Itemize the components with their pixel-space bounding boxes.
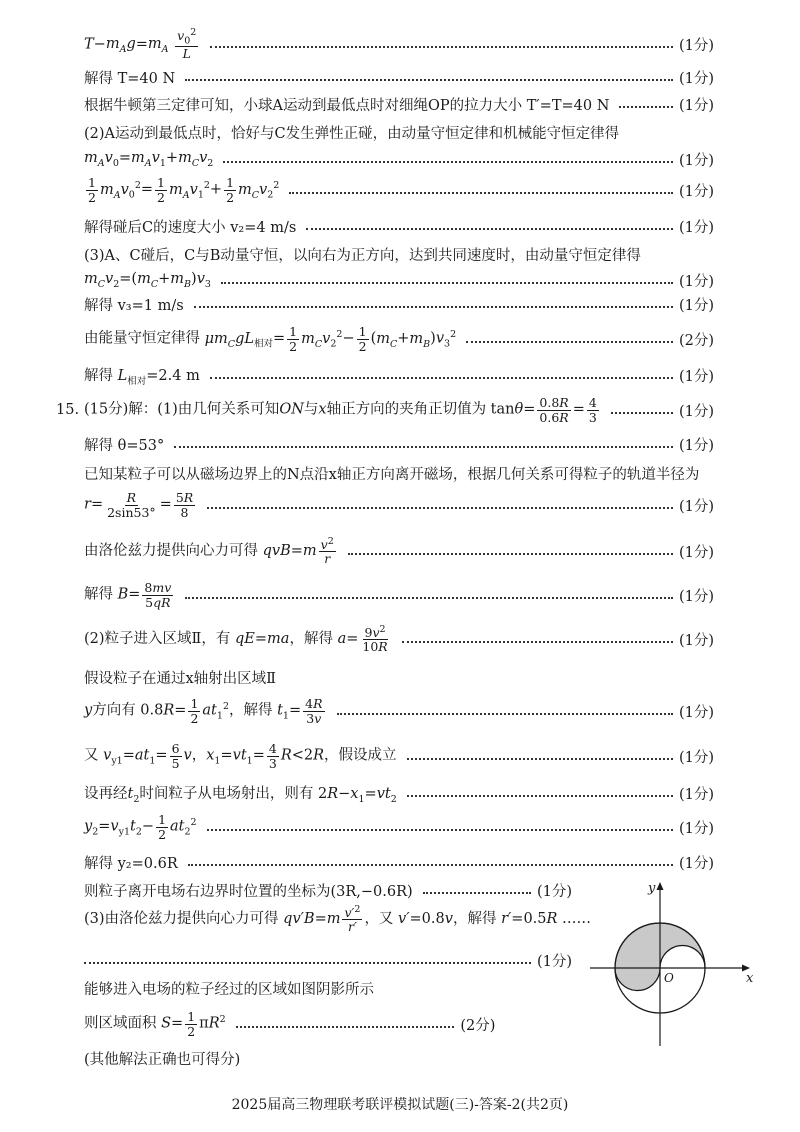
equation-text: $y_2=v_{y1}t_2-$ $\frac{1}{2}$ $at_2^2$ [84, 812, 197, 842]
equation-line-18 [84, 581, 714, 609]
equation-text: r= $\frac{R}{2\sin 53^\circ}$ = $\frac{5R}{8}$ [84, 490, 194, 520]
equation-line-22 [84, 742, 714, 770]
x-axis-label: x [746, 971, 754, 986]
score: (2分) [678, 332, 714, 349]
answer-line-25 [84, 848, 714, 876]
answer-text: 则粒子离开电场右边界时位置的坐标为(3R,−0.6R) [84, 883, 413, 900]
equation-text: 又 $v_{y1}=at_1=$ $\frac{6}{5}$ v，$x_1=vt_1=$ $\frac{4}{3}$ R<2R，假设成立 [84, 741, 397, 771]
equation-text: $m_Av_0=m_Av_1+m_Cv_2$ [84, 149, 214, 169]
question-number: 15. [56, 402, 80, 418]
answer-line-2 [84, 63, 714, 91]
score: (1分) [536, 883, 572, 900]
score: (1分) [678, 368, 714, 385]
score: (1分) [678, 820, 714, 837]
equation-line-23 [84, 779, 714, 807]
score: (1分) [536, 953, 572, 970]
equation-line-27: (3)由洛伦兹力提供向心力可得 qv′B=m $\frac{v'^2}{r'}$ ，又 v′=0.8v，解得 r′=0.5R …… [84, 904, 592, 935]
paragraph-part-2: (2)A运动到最低点时，恰好与C发生弹性正碰，由动量守恒定律和机械能守恒定律得 [84, 126, 620, 142]
paragraph-shaded-region: 能够进入电场的粒子经过的区域如图阴影所示 [84, 982, 374, 998]
score: (1分) [678, 437, 714, 454]
answer-text: 解得 y₂=0.6R [84, 855, 178, 872]
score: (1分) [678, 786, 714, 803]
equation-line-5 [84, 145, 714, 173]
score: (1分) [678, 403, 714, 420]
y-axis-arrow [657, 882, 664, 890]
score: (1分) [678, 498, 714, 515]
score: (1分) [678, 273, 714, 290]
equation-text: y方向有 0.8R= $\frac{1}{2}$ $at_1^2$，解得 $t_1=$ $\frac{4R}{3v}$ [84, 696, 323, 726]
answer-text: 解得 θ=53° [84, 437, 165, 454]
score: (2分) [460, 1017, 496, 1034]
answer-line-12 [84, 361, 714, 389]
equation-text: 由洛伦兹力提供向心力可得 qvB=m $\frac{v^2}{r}$ [84, 535, 334, 567]
y-axis-label: y [648, 881, 656, 896]
answer-text: 解得碰后C的速度大小 v₂=4 m/s [84, 219, 297, 236]
answer-text: 根据牛顿第三定律可知，小球A运动到最低点时对细绳OP的拉力大小 T′=T=40 N [84, 97, 610, 114]
answer-line-7 [84, 212, 714, 240]
equation-line-1 [84, 26, 714, 62]
answer-line-3 [84, 90, 714, 118]
page-footer: 2025届高三物理联考联评模拟试题(三)-答案-2(共2页) [231, 1097, 569, 1113]
answer-line-26 [84, 876, 572, 904]
score: (1分) [678, 37, 714, 54]
score: (1分) [678, 749, 714, 766]
origin-label: O [664, 971, 674, 985]
score: (1分) [678, 183, 714, 200]
equation-text: 设再经$t_2$时间粒子从电场射出，则有 $2R-x_1=vt_2$ [84, 785, 397, 805]
equation-line-17 [84, 537, 714, 565]
equation-line-19 [84, 625, 714, 653]
answer-line-10 [84, 290, 714, 318]
equation-text: 解得 B= $\frac{8mv}{5qR}$ [84, 580, 172, 610]
answer-text: 解得 v₃=1 m/s [84, 297, 184, 314]
score: (1分) [678, 219, 714, 236]
answer-line-27-cont [84, 946, 572, 974]
score: (1分) [678, 70, 714, 87]
answer-line-14 [84, 430, 714, 458]
equation-line-11 [84, 325, 714, 353]
answer-text: 解得 T=40 N [84, 70, 176, 87]
equation-text: (2)粒子进入区域Ⅱ，有 qE=ma，解得 a= $\frac{9v^2}{10R}$ [84, 623, 388, 655]
equation-text: 则区域面积 S= $\frac{1}{2}$ $\pi R^2$ [84, 1009, 226, 1039]
equation-line-6 [84, 176, 714, 204]
shaded-region-figure [590, 876, 760, 1052]
note-other-methods: (其他解法正确也可得分) [84, 1052, 241, 1068]
score: (1分) [678, 855, 714, 872]
equation-line-13 [84, 396, 714, 424]
equation-line-24 [84, 813, 714, 841]
score: (1分) [678, 588, 714, 605]
equation-line-16 [84, 491, 714, 519]
paragraph-radius: 已知某粒子可以从磁场边界上的N点沿x轴正方向离开磁场，根据几何关系可得粒子的轨道半径为 [84, 467, 700, 483]
paragraph-assumption: 假设粒子在通过x轴射出区域Ⅱ [84, 671, 277, 687]
score: (1分) [678, 704, 714, 721]
equation-text: 由能量守恒定律得 $\mu m_CgL_{相对}=$ $\frac{1}{2}$ $m_Cv_2^2-$ $\frac{1}{2}$ $(m_C+m_B)v_3^2$ [84, 324, 457, 354]
score: (1分) [678, 544, 714, 561]
paragraph-part-3: (3)A、C碰后，C与B动量守恒，以向右为正方向，达到共同速度时，由动量守恒定律得 [84, 248, 641, 264]
equation-line-21 [84, 697, 714, 725]
equation-text: $T-m_Ag=m_A$ $\frac{v_0^2}{L}$ [84, 26, 197, 62]
equation-text: (15分)解：(1)由几何关系可知ON与x轴正方向的夹角正切值为 tanθ= $\frac{0.8R}{0.6R}$ = $\frac{4}{3}$ [84, 395, 597, 425]
equation-text: $m_Cv_2=(m_C+m_B)v_3$ [84, 270, 211, 290]
equation-text: $\frac{1}{2}$ $m_Av_0^2=$ $\frac{1}{2}$ $m_Av_1^2+$ $\frac{1}{2}$ $m_Cv_2^2$ [88, 175, 280, 205]
score: (1分) [678, 632, 714, 649]
score: (1分) [678, 152, 714, 169]
score: (1分) [678, 97, 714, 114]
score: (1分) [678, 297, 714, 314]
answer-text: 解得 $L_{相对}=2.4$ m [84, 367, 200, 387]
